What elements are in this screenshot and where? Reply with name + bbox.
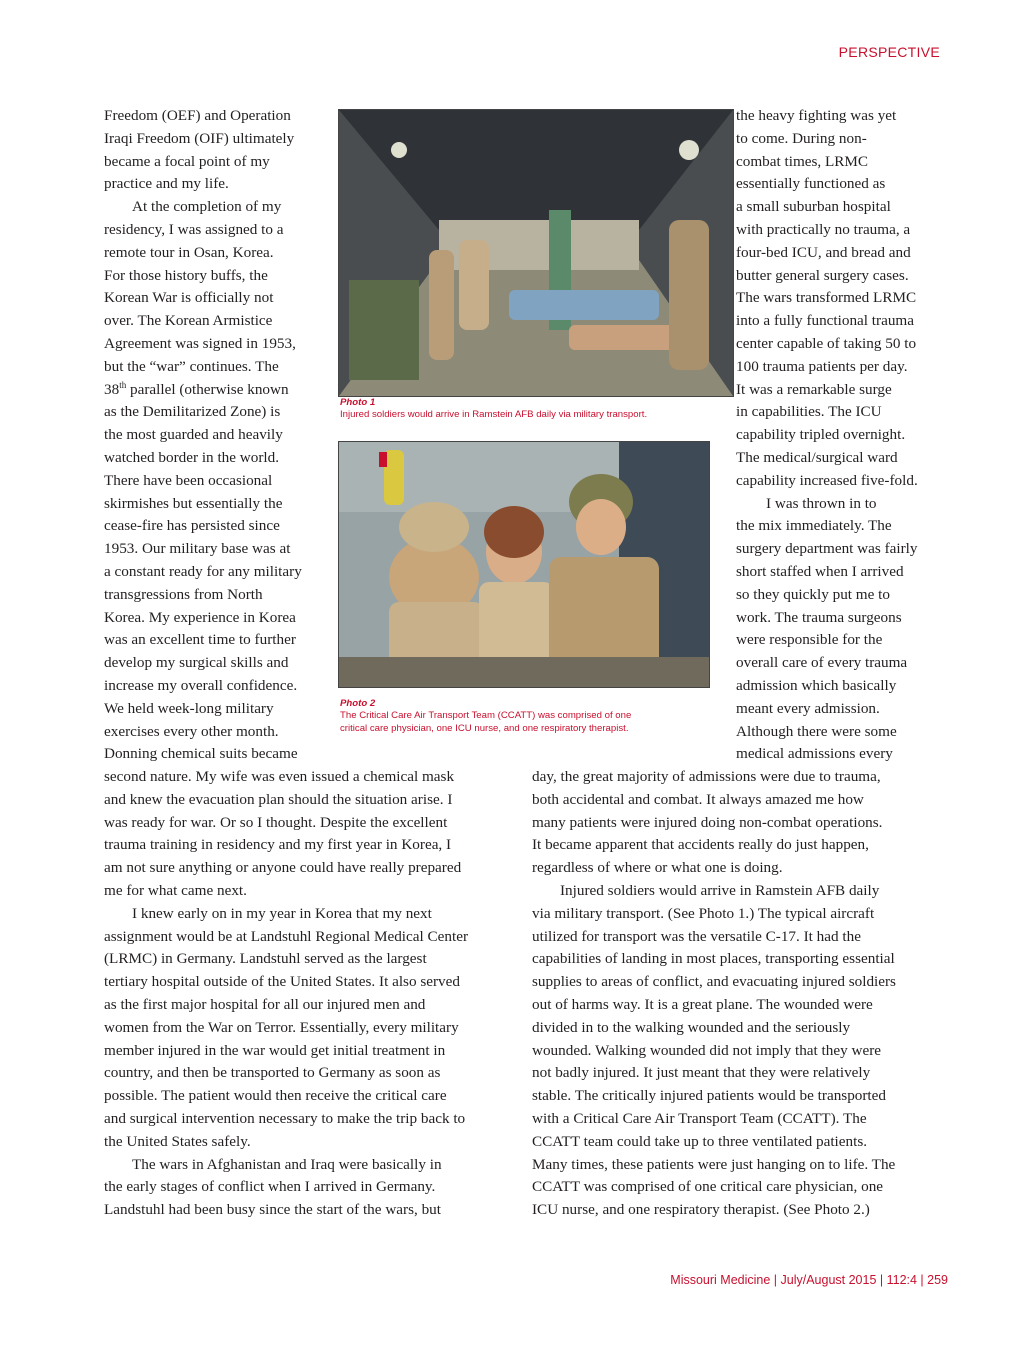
text-line: as the Demilitarized Zone) is [104,403,281,421]
text-line: stable. The critically injured patients would be transported [532,1087,886,1105]
text-line: but the “war” continues. The [104,357,279,375]
text-line: The wars in Afghanistan and Iraq were basically in [132,1155,442,1173]
text-line: both accidental and combat. It always amazed me how [532,790,864,808]
photo-1-aircraft-interior [338,109,734,397]
text-line: skirmishes but essentially the [104,494,283,512]
text-line: wounded. Walking wounded did not imply that they were [532,1041,882,1059]
text-line: supplies to areas of conflict, and evacuating injured soldiers [532,973,896,991]
text-line: admission which basically [736,676,897,694]
page-footer: Missouri Medicine | July/August 2015 | 112:4 | 259 [670,1273,948,1287]
left-column-upper [104,105,329,766]
text-line: with practically no trauma, a [736,220,911,238]
text-line: cease-fire has persisted since [104,517,280,535]
text-line: the mix immediately. The [736,517,892,535]
text-line: not badly injured. It just meant that they were relatively [532,1064,871,1082]
text-line: There have been occasional [104,471,273,489]
text-line: increase my overall confidence. [104,676,298,694]
text-line: residency, I was assigned to a [104,220,284,238]
text-line: It became apparent that accidents really do just happen, [532,836,869,854]
text-line: second nature. My wife was even issued a chemical mask [104,768,455,785]
section-header: PERSPECTIVE [838,44,940,60]
photo-1-caption-line: Injured soldiers would arrive in Ramstein AFB daily via military transport. [340,409,648,421]
text-line: exercises every other month. [104,722,279,740]
text-line: regardless of where or what one is doing. [532,859,783,877]
text-line: work. The trauma surgeons [736,608,902,626]
text-line: into a fully functional trauma [736,312,914,330]
text-line: Donning chemical suits became [104,745,298,763]
text-line: 1953. Our military base was at [104,540,291,558]
text-line: me for what came next. [104,881,247,899]
text-line: so they quickly put me to [736,585,890,603]
text-line: butter general surgery cases. [736,266,909,284]
text-line: capability increased five-fold. [736,471,918,489]
text-line: Although there were some [736,722,897,740]
text-line: Agreement was signed in 1953, [104,334,296,352]
photo-1-caption [340,397,730,422]
text-line: and knew the evacuation plan should the situation arise. I [104,790,453,808]
text-line: remote tour in Osan, Korea. [104,243,274,261]
text-line: combat times, LRMC [736,152,869,170]
text-line: a small suburban hospital [736,198,891,216]
photo-2-caption [340,698,710,735]
text-line: Injured soldiers would arrive in Ramstein AFB daily [560,881,880,899]
text-line: overall care of every trauma [736,654,908,672]
text-line: medical admissions every [736,745,893,763]
right-column-lower [532,766,952,1222]
text-line: CCATT team could take up to three ventilated patients. [532,1132,868,1150]
text-line: capability tripled overnight. [736,426,906,444]
text-line: Korea. My experience in Korea [104,608,296,626]
text-line: meant every admission. [736,699,880,717]
text-line: the most guarded and heavily [104,426,283,444]
text-fragment: parallel (otherwise known [126,380,289,398]
text-line: For those history buffs, the [104,266,268,284]
left-column-lower [104,766,504,1222]
text-line: It was a remarkable surge [736,380,892,398]
text-line: The wars transformed LRMC [736,289,917,307]
text-line: At the completion of my [132,198,282,216]
right-column-upper [736,105,946,766]
text-line: (LRMC) in Germany. Landstuhl served as the largest [104,950,427,968]
text-line: women from the War on Terror. Essentially, every military [104,1018,459,1036]
text-line: I knew early on in my year in Korea that my next [132,904,432,922]
text-line: Iraqi Freedom (OIF) ultimately [104,129,295,147]
text-line: The medical/surgical ward [736,448,898,466]
text-line: Landstuhl had been busy since the start of the wars, but [104,1201,441,1219]
text-line: assignment would be at Landstuhl Regional Medical Center [104,927,468,945]
text-line: country, and then be transported to Germany as soon as [104,1064,441,1082]
text-line: Freedom (OEF) and Operation [104,107,291,124]
text-line: practice and my life. [104,175,229,193]
text-line: as the first major hospital for all our injured men and [104,995,426,1013]
text-line: over. The Korean Armistice [104,312,273,330]
text-line: member injured in the war would get initial treatment in [104,1041,446,1059]
text-line: the heavy fighting was yet [736,107,897,124]
text-line: was an excellent time to further [104,631,296,649]
text-line: essentially functioned as [736,175,886,193]
text-line: the early stages of conflict when I arrived in Germany. [104,1178,436,1196]
text-line: capabilities of landing in most places, transporting essential [532,950,895,968]
text-line: CCATT was comprised of one critical care physician, one [532,1178,884,1196]
text-line: a constant ready for any military [104,562,302,580]
text-line: and surgical intervention necessary to make the trip back to [104,1109,466,1127]
text-line: became a focal point of my [104,152,270,170]
text-line: in capabilities. The ICU [736,403,882,421]
text-line: 100 trauma patients per day. [736,357,908,375]
text-line: develop my surgical skills and [104,654,289,672]
text-line: ICU nurse, and one respiratory therapist. (See Photo 2.) [532,1201,870,1219]
text-line: possible. The patient would then receive the critical care [104,1087,447,1105]
photo-1-label: Photo 1 [340,397,376,408]
text-line: Many times, these patients were just hanging on to life. The [532,1155,896,1173]
text-line: short staffed when I arrived [736,562,904,580]
text-line: was ready for war. Or so I thought. Despite the excellent [104,813,448,831]
text-line: out of harms way. It is a great plane. The wounded were [532,995,873,1013]
text-line: Korean War is officially not [104,289,274,307]
text-line: were responsible for the [736,631,883,649]
text-line: transgressions from North [104,585,263,603]
text-line: divided in to the walking wounded and the seriously [532,1018,851,1036]
text-line: surgery department was fairly [736,540,918,558]
text-fragment: 38 [104,380,120,398]
text-line: center capable of taking 50 to [736,334,917,352]
text-line: I was thrown in to [766,494,877,512]
text-line: watched border in the world. [104,448,280,466]
photo-2-caption-line: critical care physician, one ICU nurse, and one respiratory therapist. [340,722,629,734]
text-line [104,379,329,402]
text-line: to come. During non- [736,129,867,147]
text-line: with a Critical Care Air Transport Team (CCATT). The [532,1109,867,1127]
text-line: many patients were injured doing non-combat operations. [532,813,883,831]
text-line: tertiary hospital outside of the United States. It also served [104,973,460,991]
photo-2-ccatt-team [338,441,710,688]
text-line: utilized for transport was the versatile C-17. It had the [532,927,861,945]
ordinal-superscript: th [119,379,127,390]
text-line: four-bed ICU, and bread and [736,243,911,261]
text-line: day, the great majority of admissions were due to trauma, [532,768,881,785]
photo-2-label: Photo 2 [340,698,376,709]
text-line: via military transport. (See Photo 1.) The typical aircraft [532,904,875,922]
text-line: trauma training in residency and my first year in Korea, I [104,836,452,854]
photo-2-caption-line: The Critical Care Air Transport Team (CCATT) was comprised of one [340,710,632,722]
text-line: We held week-long military [104,699,274,717]
text-line: am not sure anything or anyone could have really prepared [104,859,462,877]
text-line: the United States safely. [104,1132,251,1150]
